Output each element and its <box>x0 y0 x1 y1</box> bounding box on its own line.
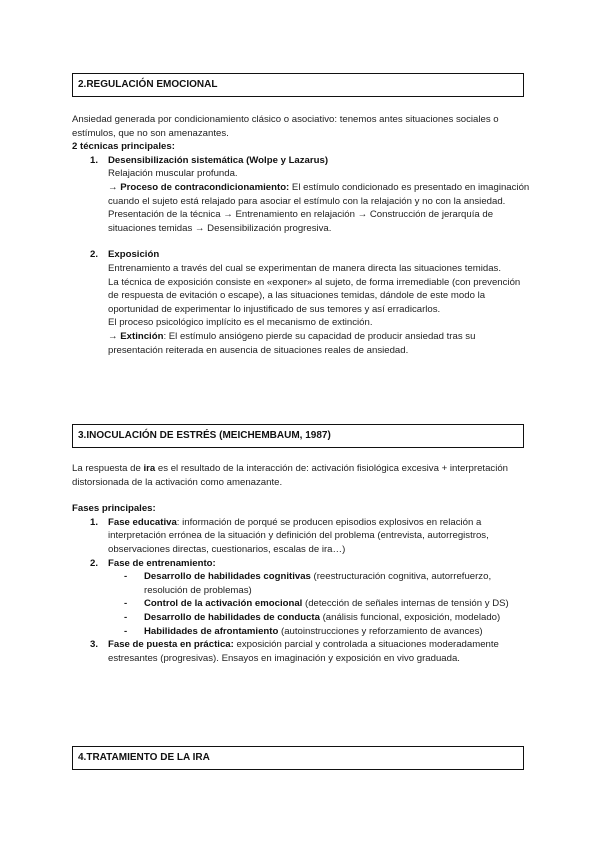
section-heading-inoculacion: 3.INOCULACIÓN DE ESTRÉS (MEICHEMBAUM, 1987) <box>72 424 524 448</box>
subitem-text: (reestructuración cognitiva, autorrefuerzo, resolución de problemas) <box>144 571 492 596</box>
sublist-item-cognitivas <box>72 570 532 597</box>
list-number: 2. <box>90 249 99 261</box>
item-paragraph <box>108 516 532 557</box>
arrow-label: → Proceso de contracondicionamiento: <box>108 181 290 193</box>
sublist-item-conducta <box>72 611 532 625</box>
sublist-item-activacion <box>72 597 532 611</box>
section-inoculacion-body <box>72 462 532 665</box>
subheading-fases: Fases principales: <box>72 503 156 515</box>
spacer <box>72 235 532 248</box>
subitem-text: (detección de señales internas de tensión y DS) <box>302 598 509 610</box>
dash-bullet: - <box>124 571 128 583</box>
list-number: 2. <box>90 557 99 569</box>
text-run: es el resultado de la interacción de: activación fisiológica excesiva + interpretación distorsionada de la activación como amenazante. <box>72 463 509 488</box>
subitem-paragraph <box>144 611 532 625</box>
section-heading-tratamiento-ira: 4.TRATAMIENTO DE LA IRA <box>72 746 524 770</box>
arrow-label: → Extinción <box>108 330 164 342</box>
item-line: Entrenamiento a través del cual se experimentan de manera directa las situaciones temidas. <box>108 262 502 274</box>
arrow-text: El estímulo condicionado es presentado en imaginación cuando el sujeto está relajado para asociar el estímulo con la relajación y no con la ansiedad. <box>108 181 530 207</box>
subitem-title: Desarrollo de habilidades cognitivas <box>144 571 311 583</box>
item-title: Fase de entrenamiento: <box>108 557 216 569</box>
section-regulacion-body <box>72 113 532 357</box>
dash-bullet: - <box>124 625 128 637</box>
item-title: Fase de puesta en práctica: <box>108 639 234 651</box>
subitem-text: (autoinstrucciones y reforzamiento de avances) <box>278 625 483 637</box>
spacer <box>72 489 532 502</box>
subitem-text: (análisis funcional, exposición, modelado) <box>319 611 501 623</box>
paragraph-intro: Ansiedad generada por condicionamiento clásico o asociativo: tenemos antes situaciones sociales o estímulos, que no son amenazantes. <box>72 114 499 139</box>
list-item-fase-puesta-practica <box>72 638 532 665</box>
text-run: La respuesta de <box>72 463 144 474</box>
subheading-tecnicas: 2 técnicas principales: <box>72 141 175 153</box>
subitem-title: Habilidades de afrontamiento <box>144 625 279 637</box>
dash-bullet: - <box>124 598 128 610</box>
item-arrow-paragraph <box>108 181 532 208</box>
item-line: La técnica de exposición consiste en «exponer» al sujeto, de forma irremediable (con prevención de respuesta de evitación o escape), a las situaciones temidas, dándole de este modo la oportunidad de experimentar lo injustificado de sus temores y así erradicarlos. <box>108 276 521 315</box>
subitem-title: Control de la activación emocional <box>144 598 303 610</box>
section-heading-regulacion: 2.REGULACIÓN EMOCIONAL <box>72 73 524 97</box>
sublist-item-afrontamiento <box>72 625 532 639</box>
list-number: 1. <box>90 516 99 528</box>
list-item-desensibilizacion <box>72 154 532 236</box>
item-title: Desensibilización sistemática (Wolpe y Lazarus) <box>108 154 329 166</box>
dash-bullet: - <box>124 611 128 623</box>
list-item-fase-entrenamiento <box>72 557 532 571</box>
subitem-paragraph <box>144 570 532 597</box>
list-item-exposicion <box>72 248 532 357</box>
item-text: exposición parcial y controlada a situaciones moderadamente estresantes (progresivas). Ensayos en imaginación y exposición en vivo graduada. <box>108 639 499 664</box>
subitem-paragraph <box>144 625 532 639</box>
item-title: Exposición <box>108 249 160 261</box>
subitem-paragraph <box>144 597 532 611</box>
text-bold-ira: ira <box>143 463 156 474</box>
item-arrow-paragraph <box>108 330 532 357</box>
list-number: 1. <box>90 154 99 166</box>
list-item-fase-educativa <box>72 516 532 557</box>
arrow-text: : El estímulo ansiógeno pierde su capacidad de producir ansiedad tras su presentación reiterada en ausencia de situaciones reales de ansiedad. <box>108 330 476 356</box>
item-paragraph <box>108 638 532 665</box>
item-title: Fase educativa <box>108 516 177 528</box>
list-number: 3. <box>90 639 99 651</box>
paragraph-ira-intro <box>72 462 532 489</box>
item-line: Relajación muscular profunda. <box>108 168 238 180</box>
item-line: El proceso psicológico implícito es el mecanismo de extinción. <box>108 317 373 329</box>
item-text: : información de porqué se producen episodios explosivos en relación a interpretación errónea de la situación y definición del problema (entrevista, autorregistros, observaciones directas, cuestionarios, escalas de ira…) <box>108 516 489 555</box>
item-line: Presentación de la técnica → Entrenamiento en relajación → Construcción de jerarquía de situaciones temidas → Desensibilización progresiva. <box>108 209 494 234</box>
subitem-title: Desarrollo de habilidades de conducta <box>144 611 320 623</box>
